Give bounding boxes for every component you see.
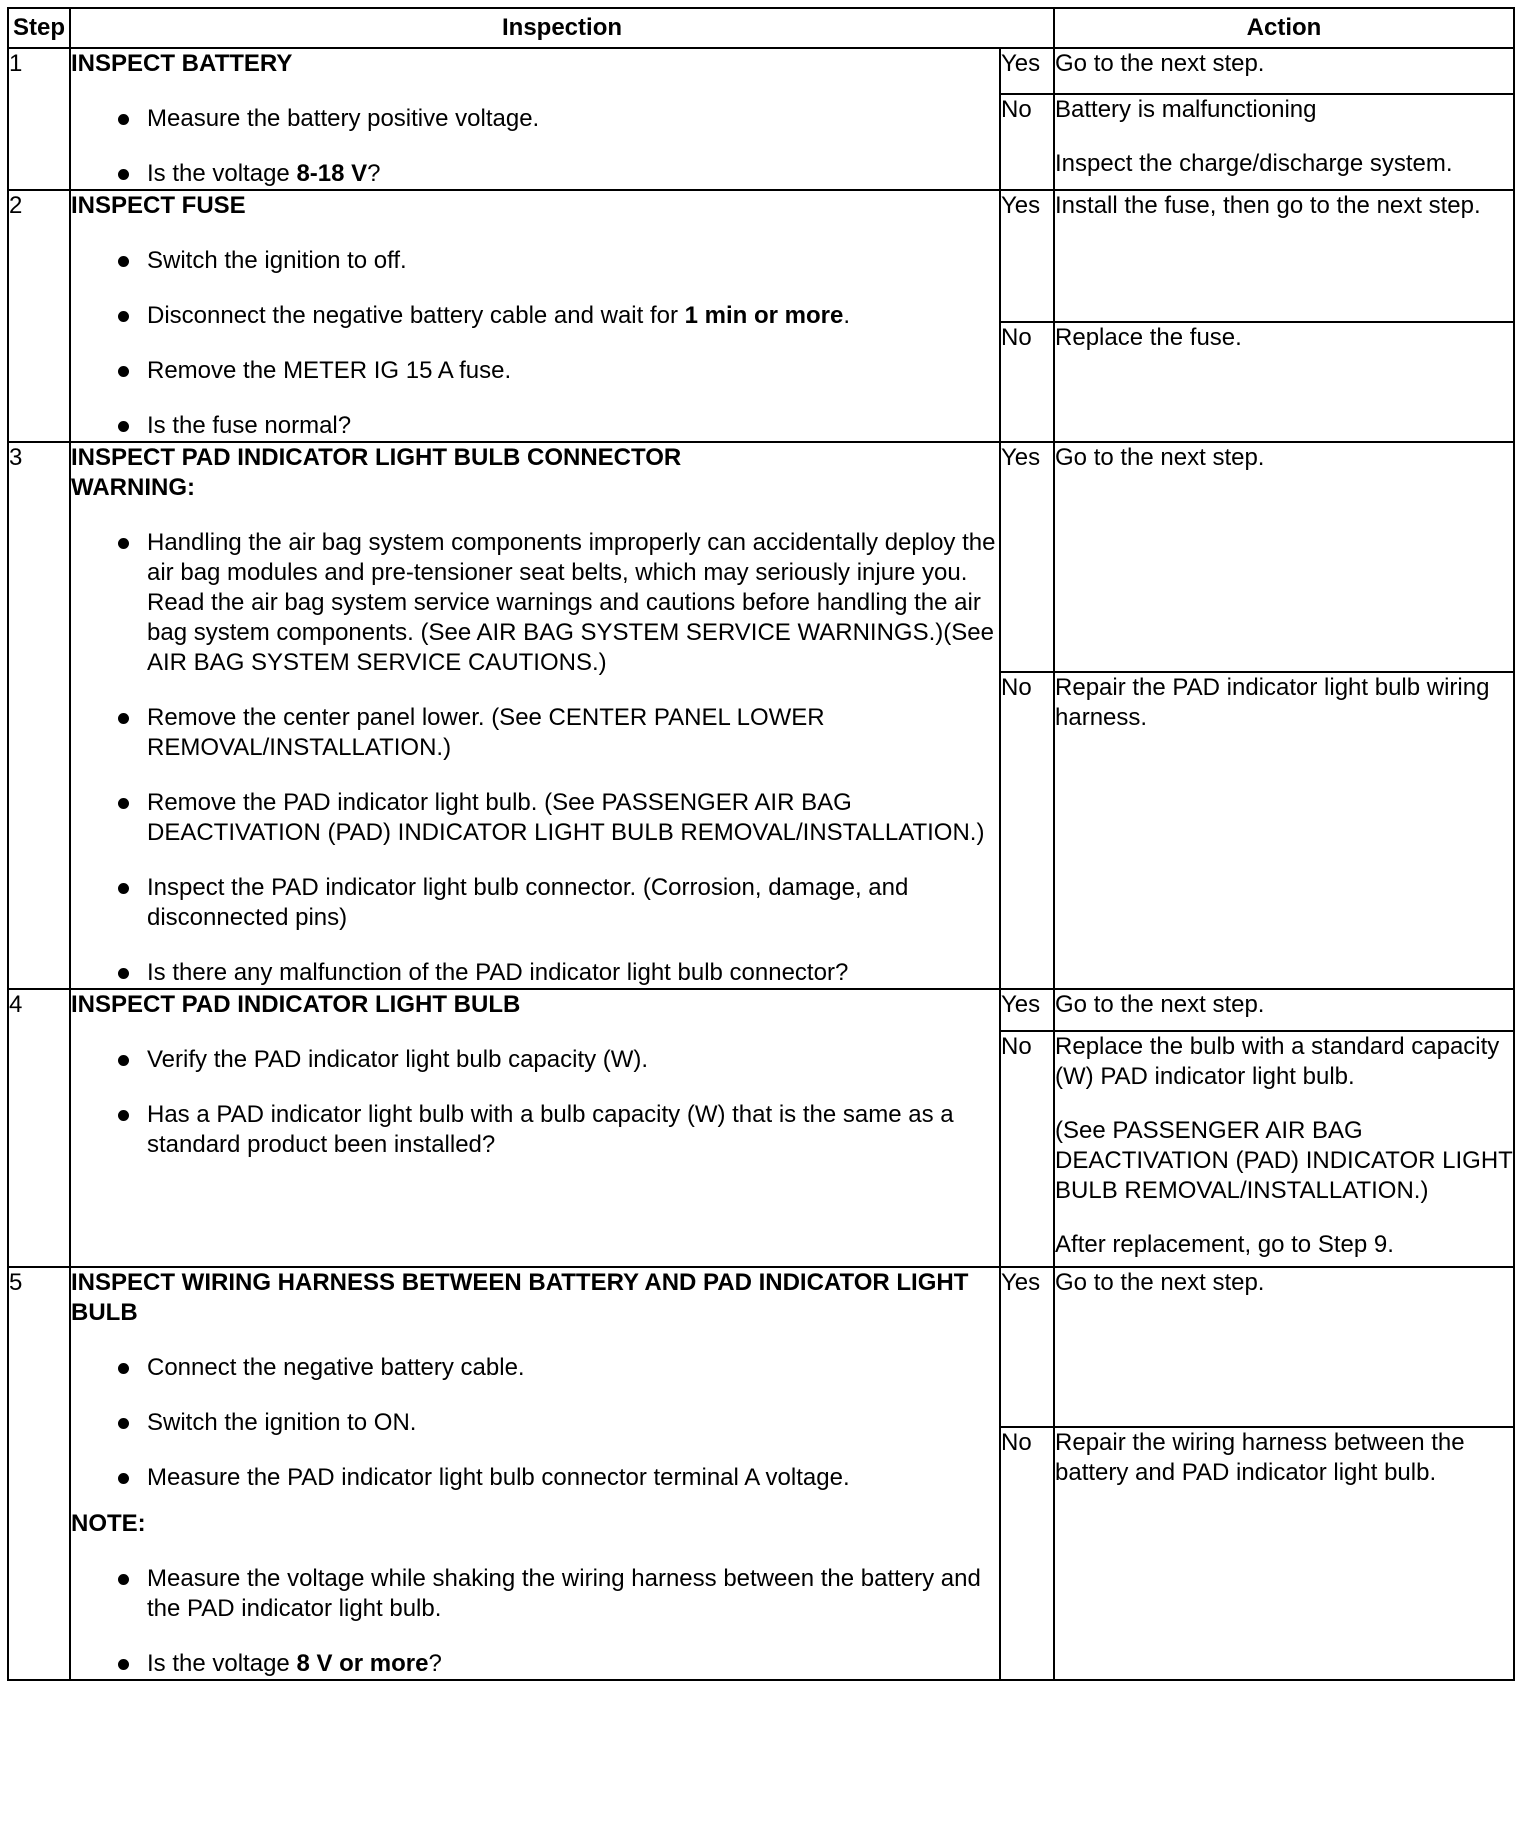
inspection-bullet: Switch the ignition to off. bbox=[71, 246, 999, 276]
yes-action: Go to the next step. bbox=[1054, 1267, 1514, 1427]
yes-label: Yes bbox=[1000, 48, 1054, 94]
no-action: Repair the wiring harness between the battery and PAD indicator light bulb. bbox=[1054, 1427, 1514, 1680]
inspection-question: Is there any malfunction of the PAD indicator light bulb connector? bbox=[71, 958, 999, 988]
inspection-question: Is the voltage 8 V or more? bbox=[71, 1649, 999, 1679]
no-label: No bbox=[1000, 94, 1054, 190]
yes-label: Yes bbox=[1000, 442, 1054, 672]
yes-label: Yes bbox=[1000, 989, 1054, 1031]
yes-label: Yes bbox=[1000, 190, 1054, 322]
no-action: Replace the fuse. bbox=[1054, 322, 1514, 442]
step-5-yes-row bbox=[8, 1267, 1514, 1427]
inspection-bullet: Verify the PAD indicator light bulb capacity (W). bbox=[71, 1045, 999, 1075]
inspection-bullet: Measure the PAD indicator light bulb connector terminal A voltage. bbox=[71, 1463, 999, 1493]
header-inspection: Inspection bbox=[70, 8, 1054, 48]
step-number: 1 bbox=[8, 48, 70, 190]
no-label: No bbox=[1000, 1031, 1054, 1267]
step-title: INSPECT PAD INDICATOR LIGHT BULB bbox=[71, 991, 521, 1018]
inspection-table bbox=[7, 7, 1515, 1681]
step-title: INSPECT BATTERY bbox=[71, 50, 293, 77]
yes-action: Go to the next step. bbox=[1054, 442, 1514, 672]
inspection-question: Is the voltage 8-18 V? bbox=[71, 159, 999, 189]
warning-label: WARNING: bbox=[71, 474, 195, 501]
yes-action: Go to the next step. bbox=[1054, 48, 1514, 94]
inspection-bullet: Switch the ignition to ON. bbox=[71, 1408, 999, 1438]
step-4-yes-row bbox=[8, 989, 1514, 1031]
step-title: INSPECT PAD INDICATOR LIGHT BULB CONNECTOR bbox=[71, 444, 682, 471]
no-action: Repair the PAD indicator light bulb wiring harness. bbox=[1054, 672, 1514, 989]
inspection-bullet: Disconnect the negative battery cable and wait for 1 min or more. bbox=[71, 301, 999, 331]
no-action: Battery is malfunctioning Inspect the charge/discharge system. bbox=[1054, 94, 1514, 190]
step-number: 2 bbox=[8, 190, 70, 442]
step-3-yes-row bbox=[8, 442, 1514, 672]
header-step: Step bbox=[8, 8, 70, 48]
inspection-question: Is the fuse normal? bbox=[71, 411, 999, 441]
yes-label: Yes bbox=[1000, 1267, 1054, 1427]
inspection-bullet: Connect the negative battery cable. bbox=[71, 1353, 999, 1383]
step-1-inspection bbox=[70, 48, 1000, 190]
inspection-bullet: Remove the METER IG 15 A fuse. bbox=[71, 356, 999, 386]
step-number: 4 bbox=[8, 989, 70, 1267]
yes-action: Install the fuse, then go to the next step. bbox=[1054, 190, 1514, 322]
step-1-yes-row bbox=[8, 48, 1514, 94]
inspection-bullet: Remove the center panel lower. (See CENTER PANEL LOWER REMOVAL/INSTALLATION.) bbox=[71, 703, 999, 763]
step-title: INSPECT WIRING HARNESS BETWEEN BATTERY AND PAD INDICATOR LIGHT BULB bbox=[71, 1269, 969, 1326]
inspection-bullet: Remove the PAD indicator light bulb. (See PASSENGER AIR BAG DEACTIVATION (PAD) INDICATOR LIGHT BULB REMOVAL/INSTALLATION.) bbox=[71, 788, 999, 848]
note-bullet: Measure the voltage while shaking the wiring harness between the battery and the PAD indicator light bulb. bbox=[71, 1564, 999, 1624]
no-label: No bbox=[1000, 1427, 1054, 1680]
yes-action: Go to the next step. bbox=[1054, 989, 1514, 1031]
step-number: 5 bbox=[8, 1267, 70, 1680]
step-number: 3 bbox=[8, 442, 70, 989]
step-3-inspection bbox=[70, 442, 1000, 989]
inspection-bullet: Inspect the PAD indicator light bulb connector. (Corrosion, damage, and disconnected pins) bbox=[71, 873, 999, 933]
inspection-bullet: Measure the battery positive voltage. bbox=[71, 104, 999, 134]
step-2-inspection bbox=[70, 190, 1000, 442]
step-5-inspection bbox=[70, 1267, 1000, 1680]
step-4-inspection bbox=[70, 989, 1000, 1267]
warning-bullet: Handling the air bag system components improperly can accidentally deploy the air bag modules and pre-tensioner seat belts, which may seriously injure you. Read the air bag system service warnings and cautions before handling the air bag system components. (See AIR BAG SYSTEM SERVICE WARNINGS.)(See AIR BAG SYSTEM SERVICE CAUTIONS.) bbox=[71, 528, 999, 678]
no-action: Replace the bulb with a standard capacity (W) PAD indicator light bulb. (See PASSENGER AIR BAG DEACTIVATION (PAD) INDICATOR LIGHT BULB REMOVAL/INSTALLATION.) After replacement, go to Step 9. bbox=[1054, 1031, 1514, 1267]
note-label: NOTE: bbox=[71, 1510, 146, 1537]
step-title: INSPECT FUSE bbox=[71, 192, 246, 219]
no-label: No bbox=[1000, 322, 1054, 442]
header-row bbox=[8, 8, 1514, 48]
no-label: No bbox=[1000, 672, 1054, 989]
inspection-question: Has a PAD indicator light bulb with a bulb capacity (W) that is the same as a standard product been installed? bbox=[71, 1100, 999, 1160]
step-2-yes-row bbox=[8, 190, 1514, 322]
header-action: Action bbox=[1054, 8, 1514, 48]
